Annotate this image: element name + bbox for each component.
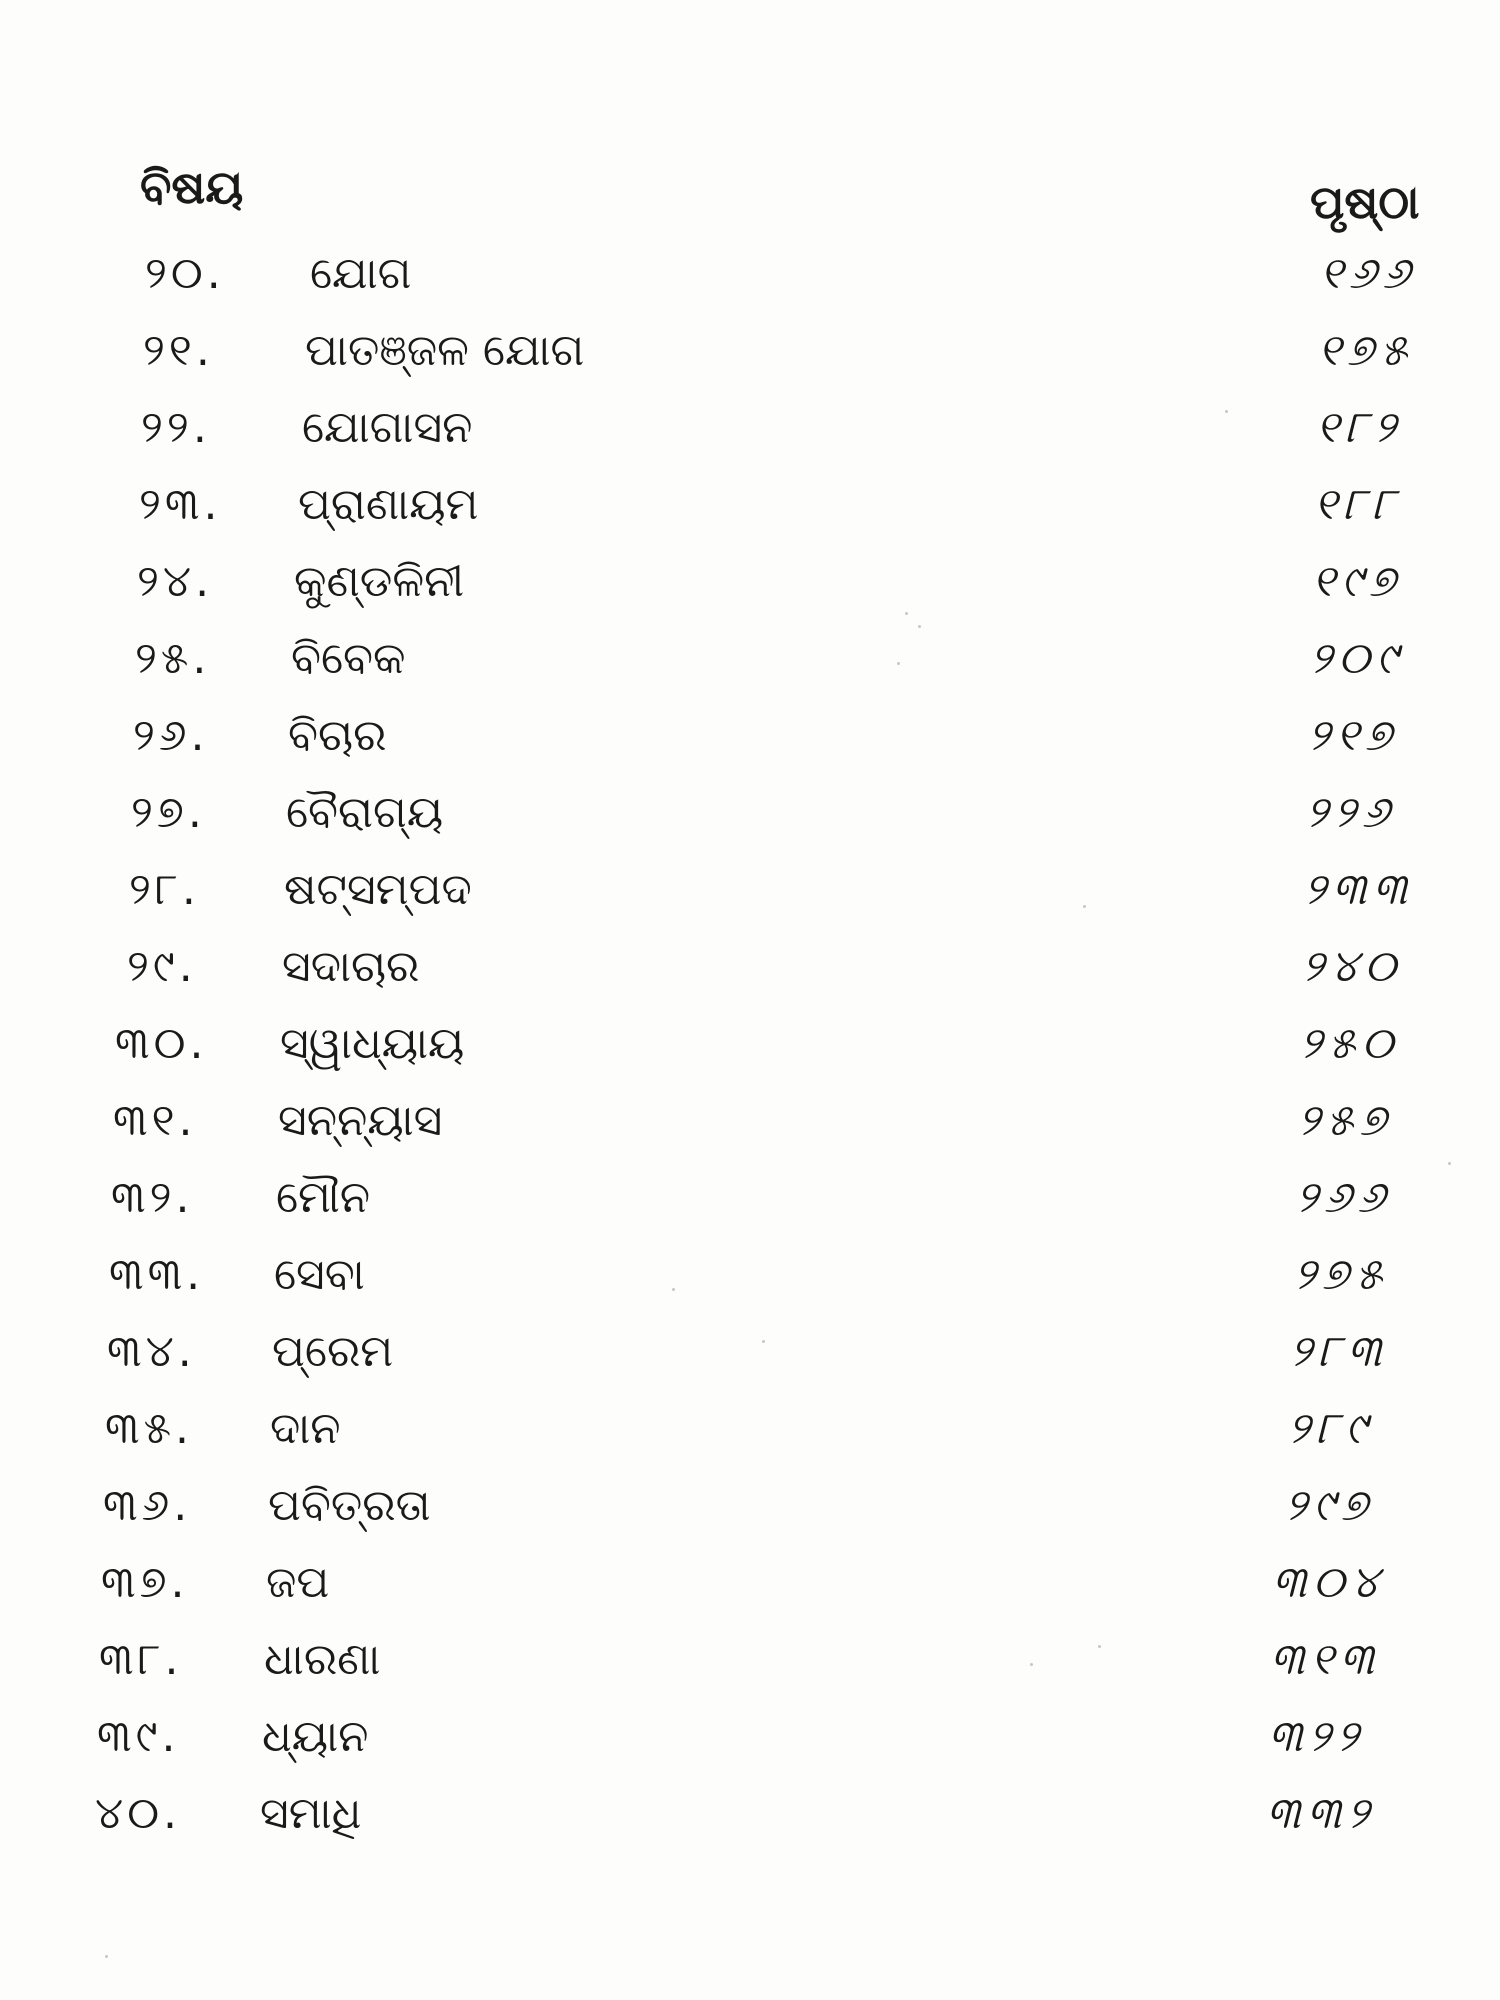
- chapter-title: ବିଚାର: [288, 710, 387, 761]
- chapter-number: ୨୫.: [135, 633, 211, 684]
- chapter-page: ୧୮୮: [1314, 479, 1401, 530]
- chapter-page: ୨୬୬: [1296, 1172, 1392, 1223]
- chapter-title: ପବିତ୍ରତା: [268, 1480, 431, 1531]
- table-of-contents: [0, 235, 1500, 1852]
- chapter-title: ପାତଞ୍ଜଳ ଯୋଗ: [305, 325, 585, 376]
- toc-row: [0, 312, 1500, 389]
- chapter-number: ୨୨.: [141, 402, 211, 453]
- toc-row: [0, 1159, 1500, 1236]
- chapter-page: ୨୦୯: [1310, 633, 1404, 684]
- chapter-number: ୩୬.: [103, 1480, 192, 1531]
- chapter-number: ୩୩.: [109, 1249, 205, 1300]
- toc-row: [0, 1467, 1500, 1544]
- chapter-page: ୩୩୨: [1266, 1788, 1376, 1839]
- chapter-page: ୧୮୨: [1316, 402, 1402, 453]
- chapter-title: ବୈରାଗ୍ୟ: [286, 787, 444, 838]
- chapter-title: ଷଟ୍‌ସମ୍ପଦ: [284, 864, 472, 915]
- toc-row: [0, 466, 1500, 543]
- chapter-page: ୧୯୭: [1312, 556, 1402, 607]
- toc-row: [0, 235, 1500, 312]
- toc-row: [0, 1390, 1500, 1467]
- chapter-title: ଯୋଗ: [310, 248, 412, 299]
- toc-row: [0, 851, 1500, 928]
- chapter-title: ପ୍ରାଣାୟମ: [298, 479, 479, 530]
- chapter-number: ୪୦.: [95, 1788, 182, 1839]
- chapter-number: ୩୦.: [115, 1018, 208, 1069]
- chapter-number: ୨୭.: [131, 787, 206, 838]
- chapter-title: ଧାରଣା: [264, 1634, 381, 1685]
- chapter-page: ୧୭୫: [1318, 325, 1414, 376]
- chapter-title: ସନ୍ନ୍ୟାସ: [278, 1095, 443, 1146]
- chapter-page: ୩୨୨: [1268, 1711, 1365, 1762]
- toc-row: [0, 1775, 1500, 1852]
- chapter-page: ୨୯୭: [1285, 1480, 1374, 1531]
- chapter-number: ୨୮.: [129, 864, 200, 915]
- toc-row: [0, 1313, 1500, 1390]
- chapter-page: ୨୮୩: [1290, 1326, 1388, 1377]
- chapter-title: ଯୋଗାସନ: [302, 402, 473, 453]
- chapter-number: ୩୭.: [101, 1557, 189, 1608]
- chapter-number: ୩୨.: [111, 1172, 194, 1223]
- chapter-number: ୨୦.: [145, 248, 225, 299]
- chapter-title: ସେବା: [274, 1249, 365, 1300]
- toc-row: [0, 697, 1500, 774]
- chapter-page: ୨୪୦: [1302, 941, 1402, 992]
- chapter-title: ଧ୍ୟାନ: [262, 1711, 369, 1762]
- chapter-title: ବିବେକ: [291, 633, 406, 684]
- toc-row: [0, 1698, 1500, 1775]
- chapter-number: ୩୫.: [105, 1403, 194, 1454]
- chapter-title: ସମାଧି: [260, 1788, 362, 1839]
- chapter-page: ୨୮୯: [1288, 1403, 1373, 1454]
- chapter-number: ୩୪.: [107, 1326, 196, 1377]
- chapter-page: ୧୬୬: [1320, 248, 1417, 299]
- subject-heading: ବିଷୟ: [140, 160, 244, 214]
- chapter-page: ୩୦୪: [1272, 1557, 1385, 1608]
- chapter-number: ୩୧.: [113, 1095, 197, 1146]
- toc-row: [0, 1082, 1500, 1159]
- toc-row: [0, 1005, 1500, 1082]
- chapter-number: ୨୬.: [133, 710, 209, 761]
- chapter-number: ୩୮.: [99, 1634, 183, 1685]
- chapter-page: ୨୩୩: [1304, 864, 1414, 915]
- page-heading: ପୃଷ୍ଠା: [1310, 175, 1420, 229]
- chapter-title: ଦାନ: [270, 1403, 341, 1454]
- chapter-number: ୨୧.: [143, 325, 214, 376]
- chapter-title: ସ୍ୱାଧ୍ୟାୟ: [280, 1018, 465, 1069]
- toc-row: [0, 1544, 1500, 1621]
- scan-speck: [105, 1955, 108, 1958]
- chapter-page: ୩୧୩: [1270, 1634, 1381, 1685]
- chapter-page: ୨୨୬: [1306, 787, 1396, 838]
- chapter-page: ୨୧୭: [1308, 710, 1398, 761]
- toc-row: [0, 928, 1500, 1005]
- chapter-page: ୨୫୭: [1298, 1095, 1393, 1146]
- toc-row: [0, 543, 1500, 620]
- toc-row: [0, 774, 1500, 851]
- chapter-number: ୨୯.: [127, 941, 197, 992]
- chapter-title: ପ୍ରେମ: [272, 1326, 394, 1377]
- toc-row: [0, 1236, 1500, 1313]
- toc-row: [0, 1621, 1500, 1698]
- chapter-number: ୩୯.: [97, 1711, 180, 1762]
- toc-row: [0, 389, 1500, 466]
- chapter-title: ମୌନ: [276, 1172, 371, 1223]
- toc-row: [0, 620, 1500, 697]
- chapter-page: ୨୫୦: [1300, 1018, 1400, 1069]
- chapter-title: ସଦାଚାର: [282, 941, 420, 992]
- chapter-page: ୨୭୫: [1294, 1249, 1389, 1300]
- chapter-title: ଜପ: [266, 1557, 330, 1608]
- chapter-number: ୨୪.: [137, 556, 214, 607]
- chapter-title: କୁଣ୍ଡଳିନୀ: [294, 556, 465, 607]
- chapter-number: ୨୩.: [139, 479, 222, 530]
